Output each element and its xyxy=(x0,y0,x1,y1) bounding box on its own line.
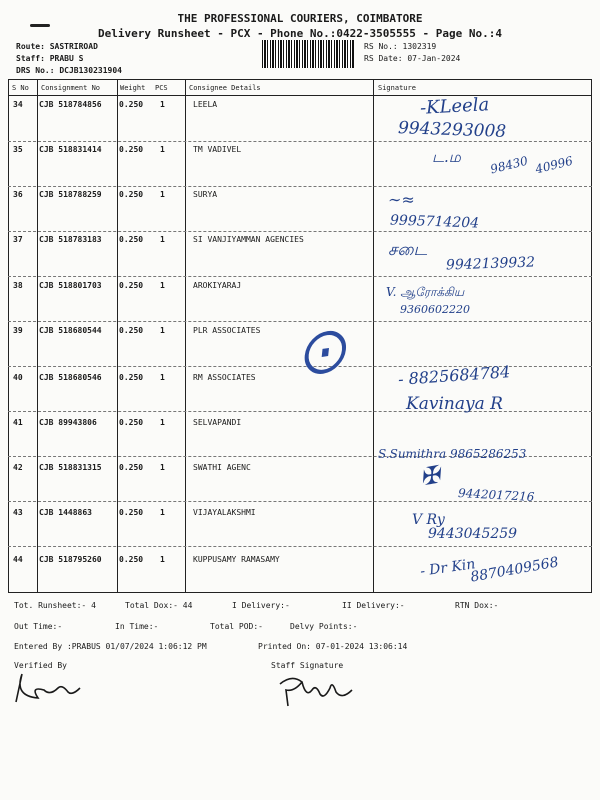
row-sno: 44 xyxy=(13,555,23,564)
out-time: Out Time:- xyxy=(14,622,63,631)
row-consignment: CJB 1448863 xyxy=(39,508,92,517)
staff-signature xyxy=(272,670,362,710)
row-divider xyxy=(8,186,592,187)
row-consignee: SI VANJIYAMMAN AGENCIES xyxy=(193,235,304,244)
row-sno: 42 xyxy=(13,463,23,472)
row-pcs: 1 xyxy=(160,235,165,244)
table-bottom-rule xyxy=(8,592,592,593)
signature-scribble: சடை xyxy=(388,240,428,260)
row-pcs: 1 xyxy=(160,555,165,564)
row-consignment: CJB 518680544 xyxy=(39,326,102,335)
table-header-rule xyxy=(8,95,592,96)
handwritten-signature: 9995714204 xyxy=(389,212,480,232)
table-top-rule xyxy=(8,79,592,80)
row-divider xyxy=(8,231,592,232)
row-pcs: 1 xyxy=(160,145,165,154)
rs-date: RS Date: 07-Jan-2024 xyxy=(364,54,461,63)
row-weight: 0.250 xyxy=(119,418,144,427)
handwritten-signature: 9942139932 xyxy=(445,254,536,274)
signature-scribble: ட.ம xyxy=(432,148,461,166)
row-consignee: AROKIYARAJ xyxy=(193,281,242,290)
row-sno: 34 xyxy=(13,100,23,109)
company-title: THE PROFESSIONAL COURIERS, COIMBATORE xyxy=(177,12,423,25)
row-pcs: 1 xyxy=(160,190,165,199)
col-divider xyxy=(8,79,9,592)
verifier-signature xyxy=(10,668,90,708)
row-pcs: 1 xyxy=(160,508,165,517)
row-weight: 0.250 xyxy=(119,145,144,154)
col-divider xyxy=(591,79,592,592)
signature-scribble: ∼≈ xyxy=(388,190,415,209)
col-divider xyxy=(37,79,38,592)
row-weight: 0.250 xyxy=(119,100,144,109)
barcode xyxy=(262,40,354,68)
row-weight: 0.250 xyxy=(119,508,144,517)
col-header-consignee: Consignee Details xyxy=(189,84,261,92)
row-sno: 39 xyxy=(13,326,23,335)
handwritten-signature: 9443045259 xyxy=(428,526,518,542)
col-header-signature: Signature xyxy=(378,84,416,92)
row-consignee: PLR ASSOCIATES xyxy=(193,326,261,335)
handwritten-signature: 8870409568 xyxy=(469,554,560,586)
handwritten-signature: - Dr Kin xyxy=(419,556,477,580)
row-weight: 0.250 xyxy=(119,235,144,244)
row-sno: 36 xyxy=(13,190,23,199)
rtn-dox: RTN Dox:- xyxy=(455,601,499,610)
row-sno: 35 xyxy=(13,145,23,154)
row-consignee: SURYA xyxy=(193,190,218,199)
row-divider xyxy=(8,321,592,322)
row-divider xyxy=(8,546,592,547)
handwritten-signature: 9360602220 xyxy=(400,303,470,316)
row-consignee: RM ASSOCIATES xyxy=(193,373,256,382)
row-weight: 0.250 xyxy=(119,326,144,335)
row-weight: 0.250 xyxy=(119,281,144,290)
row-pcs: 1 xyxy=(160,373,165,382)
stamp-scribble: ⨀ xyxy=(296,322,348,379)
signature-scribble: ✠ xyxy=(417,460,443,492)
col-header-consignment: Consignment No xyxy=(41,84,101,92)
row-sno: 41 xyxy=(13,418,23,427)
row-consignment: CJB 518783183 xyxy=(39,235,102,244)
handwritten-signature: Kavinaya R xyxy=(406,394,503,414)
row-consignee: SWATHI AGENC xyxy=(193,463,251,472)
row-consignee: SELVAPANDI xyxy=(193,418,242,427)
handwritten-signature: 40996 xyxy=(533,153,575,177)
row-consignment: CJB 518680546 xyxy=(39,373,102,382)
staff-signature-label: Staff Signature xyxy=(271,661,344,670)
signature-scribble: V. ஆரோக்கிய xyxy=(386,285,465,299)
entered-by: Entered By :PRABUS 01/07/2024 1:06:12 PM xyxy=(14,642,207,651)
row-consignment: CJB 518795260 xyxy=(39,555,102,564)
verified-by-label: Verified By xyxy=(14,661,67,670)
col-header-pcs: PCS xyxy=(155,84,168,92)
row-consignment: CJB 518801703 xyxy=(39,281,102,290)
row-weight: 0.250 xyxy=(119,190,144,199)
delvy-points: Delvy Points:- xyxy=(290,622,358,631)
row-consignee: TM VADIVEL xyxy=(193,145,242,154)
col-header-sno: S No xyxy=(12,84,29,92)
row-sno: 40 xyxy=(13,373,23,382)
handwritten-signature: S.Sumithra 9865286253 xyxy=(378,447,527,461)
runsheet-subtitle: Delivery Runsheet - PCX - Phone No.:0422-3505555 - Page No.:4 xyxy=(98,27,502,40)
col-divider xyxy=(117,79,118,592)
handwritten-signature: V Ry xyxy=(412,512,445,528)
col-divider xyxy=(185,79,186,592)
staff-label: Staff: PRABU S xyxy=(16,54,84,63)
row-consignment: CJB 518831315 xyxy=(39,463,102,472)
row-weight: 0.250 xyxy=(119,555,144,564)
row-sno: 38 xyxy=(13,281,23,290)
row-divider xyxy=(8,276,592,277)
row-weight: 0.250 xyxy=(119,463,144,472)
i-delivery: I Delivery:- xyxy=(232,601,290,610)
row-pcs: 1 xyxy=(160,281,165,290)
handwritten-signature: 9943293008 xyxy=(397,118,507,142)
handwritten-signature: - 8825684784 xyxy=(397,362,511,389)
row-sno: 43 xyxy=(13,508,23,517)
row-consignee: VIJAYALAKSHMI xyxy=(193,508,256,517)
printed-on: Printed On: 07-01-2024 13:06:14 xyxy=(258,642,408,651)
row-sno: 37 xyxy=(13,235,23,244)
handwritten-signature: -KLeela xyxy=(419,94,490,119)
row-consignment: CJB 518788259 xyxy=(39,190,102,199)
drs-number: DRS No.: DCJB130231904 xyxy=(16,66,122,75)
handwritten-signature: 9442017216 xyxy=(457,486,535,504)
total-dox: Total Dox:- 44 xyxy=(125,601,193,610)
row-pcs: 1 xyxy=(160,463,165,472)
row-consignment: CJB 518831414 xyxy=(39,145,102,154)
row-consignment: CJB 89943806 xyxy=(39,418,97,427)
row-pcs: 1 xyxy=(160,100,165,109)
ii-delivery: II Delivery:- xyxy=(342,601,405,610)
route-label: Route: SASTRIROAD xyxy=(16,42,98,51)
rs-number: RS No.: 1302319 xyxy=(364,42,437,51)
row-consignment: CJB 518784856 xyxy=(39,100,102,109)
row-consignee: LEELA xyxy=(193,100,218,109)
total-pod: Total POD:- xyxy=(210,622,263,631)
row-pcs: 1 xyxy=(160,326,165,335)
col-header-weight: Weight xyxy=(120,84,146,92)
row-divider xyxy=(8,411,592,412)
in-time: In Time:- xyxy=(115,622,159,631)
col-divider xyxy=(373,79,374,592)
row-consignee: KUPPUSAMY RAMASAMY xyxy=(193,555,280,564)
row-weight: 0.250 xyxy=(119,373,144,382)
handwritten-signature: 98430 xyxy=(488,153,530,177)
tot-runsheet: Tot. Runsheet:- 4 xyxy=(14,601,96,610)
row-pcs: 1 xyxy=(160,418,165,427)
